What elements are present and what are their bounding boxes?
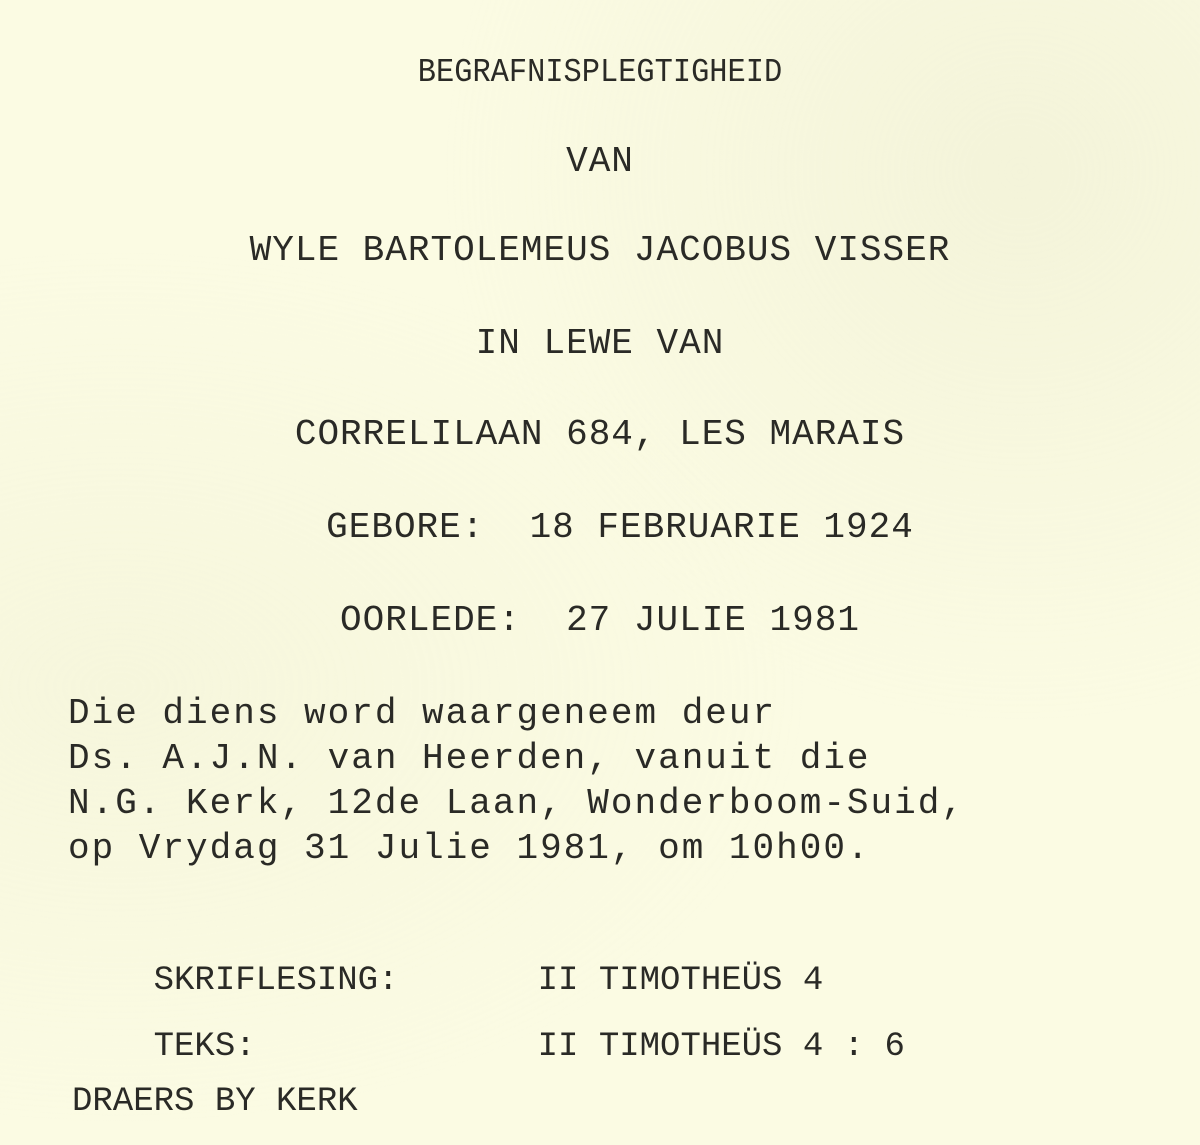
birth-date: GEBORE: 18 FEBRUARIE 1924: [326, 507, 914, 548]
death-date: OORLEDE: 27 JULIE 1981: [340, 600, 860, 641]
service-line: N.G. Kerk, 12de Laan, Wonderboom-Suid,: [68, 783, 965, 824]
deceased-name: WYLE BARTOLEMEUS JACOBUS VISSER: [249, 230, 951, 271]
address: CORRELILAAN 684, LES MARAIS: [294, 414, 906, 455]
reading-label: SKRIFLESING:: [153, 962, 399, 1000]
reading-value: II TIMOTHEÜS 4: [537, 962, 824, 1000]
document-title: BEGRAFNISPLEGTIGHEID: [417, 54, 783, 91]
service-line: op Vrydag 31 Julie 1981, om 10h00.: [68, 828, 871, 869]
pallbearers-note: DRAERS BY KERK: [72, 1083, 358, 1121]
service-line: Die diens word waargeneem deur: [68, 693, 777, 734]
residence-label: IN LEWE VAN: [475, 323, 725, 364]
service-line: Ds. A.J.N. van Heerden, vanuit die: [68, 738, 871, 779]
of-line: VAN: [566, 141, 634, 182]
text-label: TEKS:: [153, 1028, 256, 1066]
text-value: II TIMOTHEÜS 4 : 6: [537, 1028, 905, 1066]
